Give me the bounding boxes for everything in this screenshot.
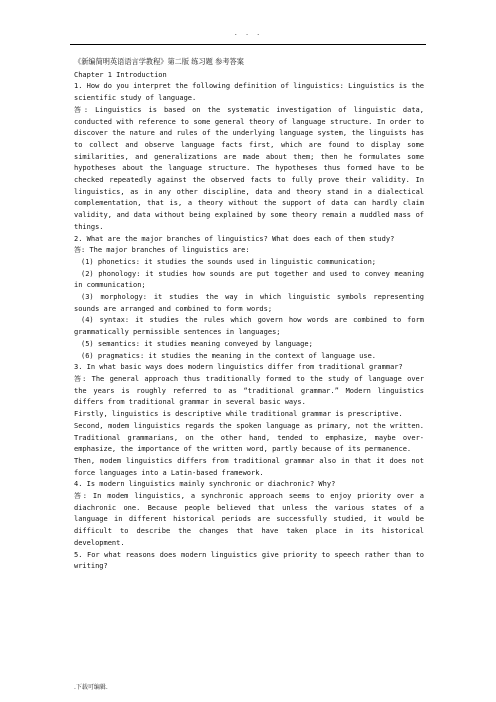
paragraph-a2: 答: The major branches of linguistics are:: [74, 246, 250, 255]
paragraph-a2-6: (6) pragmatics: it studies the meaning in the context of language use.: [81, 351, 377, 360]
paragraph-list: [74, 70, 424, 573]
paragraph-a2-3: (3) morphology: it studies the way in which linguistic symbols representing sounds are arranged and combined to form words;: [74, 293, 424, 313]
page-header-dots: . . .: [233, 30, 263, 37]
paragraph-a2-5: (5) semantics: it studies meaning conveyed by language;: [81, 339, 313, 348]
paragraph-a3-2: Second, modem linguistics regards the spoken language as primary, not the written. Traditional grammarians, on the other hand, tended to emphasize, maybe over-emphasize, the importance of the written word, partly because of its permanence.: [74, 421, 424, 454]
paragraph-q2: 2. What are the major branches of linguistics? What does each of them study?: [74, 234, 395, 243]
paragraph-q4: 4. Is modern linguistics mainly synchronic or diachronic? Why?: [74, 480, 336, 489]
paragraph-a2-2: (2) phonology: it studies how sounds are put together and used to convey meaning in communication;: [74, 269, 424, 290]
page-footer: .下载可编辑.: [74, 684, 108, 691]
paragraph-q3: 3. In what basic ways does modern linguistics differ from traditional grammar?: [74, 363, 403, 372]
header-rule: [70, 44, 426, 45]
paragraph-a3-1: Firstly, linguistics is descriptive while traditional grammar is prescriptive.: [74, 410, 403, 419]
paragraph-a4: 答: In modem linguistics, a synchronic approach seems to enjoy priority over a diachronic one. Because people believed that unless the various states of a language in different historical periods are successfully studied, it would be difficult to describe the changes that have taken place in its historical development.: [74, 492, 424, 547]
paragraph-q5: 5. For what reasons does modern linguistics give priority to speech rather than to writing?: [74, 550, 424, 571]
paragraph-q1: 1. How do you interpret the following definition of linguistics: Linguistics is the scientific study of language.: [74, 82, 424, 103]
paragraph-a3: 答: The general approach thus traditionally formed to the study of language over the years is roughly referred to as “traditional grammar.” Modern linguistics differs from traditional grammar in several basic ways.: [74, 374, 424, 407]
paragraph-a2-4: (4) syntax: it studies the rules which govern how words are combined to form grammatically permissible sentences in languages;: [74, 316, 424, 337]
paragraph-a1: 答: Linguistics is based on the systematic investigation of linguistic data, conducted with reference to some general theory of language structure. In order to discover the nature and rules of the underlying language system, the linguists has to collect and observe language facts first, which are found to display some similarities, and generalizations are made about them; then he formulates some hypotheses about the language structure. The hypotheses thus formed have to be checked repeatedly against the observed facts to fully prove their validity. In linguistics, as in any other discipline, data and theory stand in a dialectical complementation, that is, a theory without the support of data can hardly claim validity, and data without being explained by some theory remain a muddled mass of things.: [74, 105, 424, 231]
paragraph-a3-3: Then, modem linguistics differs from traditional grammar also in that it does not force languages into a Latin-based framework.: [74, 456, 424, 477]
paragraph-a2-1: (1) phonetics: it studies the sounds used in linguistic communication;: [81, 257, 377, 266]
document-body: [74, 56, 424, 573]
paragraph-ch1: Chapter 1 Introduction: [74, 70, 167, 79]
document-title: 《新编简明英语语言学教程》第二版 练习题 参考答案: [74, 57, 244, 66]
